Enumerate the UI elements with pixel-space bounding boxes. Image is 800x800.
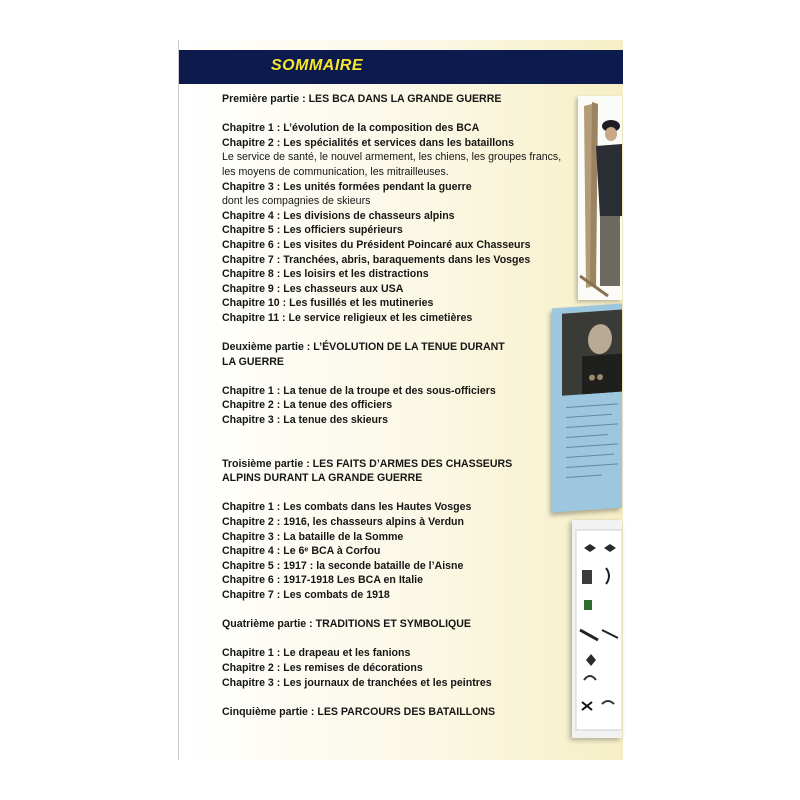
chapter-entry: Chapitre 4 : Les divisions de chasseurs alpins	[222, 209, 455, 222]
part-heading	[222, 92, 572, 107]
chapter-entry: Chapitre 6 : 1917-1918 Les BCA en Italie	[222, 574, 423, 587]
chapter-entry: Chapitre 2 : La tenue des officiers	[222, 399, 393, 412]
chapter-entry: Chapitre 11 : Le service religieux et les cimetières	[222, 311, 473, 324]
chapter-entry: Chapitre 2 : Les remises de décorations	[222, 661, 423, 674]
chapter-entry: Chapitre 3 : La tenue des skieurs	[222, 414, 389, 427]
chapter-detail: les moyens de communication, les mitrailleuses.	[222, 165, 449, 178]
chapter-entry: Chapitre 4 : Le 6ᵉ BCA à Corfou	[222, 545, 381, 558]
chapter-entry: Chapitre 1 : L’évolution de la composition des BCA	[222, 122, 480, 135]
chapter-entry: Chapitre 2 : Les spécialités et services dans les bataillons	[222, 136, 515, 149]
chapter-entry: Chapitre 5 : Les officiers supérieurs	[222, 224, 403, 237]
soldier-illustration	[578, 96, 622, 300]
chapter-entry: Chapitre 9 : Les chasseurs aux USA	[222, 282, 404, 295]
part-heading: Quatrième partie : TRADITIONS ET SYMBOLIQUE	[222, 618, 471, 631]
chapter-entry: Chapitre 5 : 1917 : la seconde bataille de l’Aisne	[222, 559, 464, 572]
title-banner	[179, 50, 623, 84]
page-title: SOMMAIRE	[271, 57, 363, 74]
part-heading: Troisième partie : LES FAITS D’ARMES DES CHASSEURS	[222, 457, 513, 470]
chapter-entry: Chapitre 3 : La bataille de la Somme	[222, 530, 404, 543]
chapter-detail: dont les compagnies de skieurs	[222, 195, 371, 208]
officer-portrait-photo	[552, 304, 622, 513]
insignia-illustration	[572, 520, 622, 738]
part-title: LES BCA DANS LA GRANDE GUERRE	[308, 93, 502, 105]
portrait-illustration	[552, 304, 622, 513]
chapter-entry: Chapitre 1 : Les combats dans les Hautes Vosges	[222, 501, 472, 514]
chapter-entry: Chapitre 3 : Les journaux de tranchées et les peintres	[222, 676, 492, 689]
chapter-entry: Chapitre 7 : Tranchées, abris, baraquements dans les Vosges	[222, 253, 531, 266]
table-of-contents	[222, 92, 572, 719]
chapter-entry: Chapitre 6 : Les visites du Président Poincaré aux Chasseurs	[222, 238, 531, 251]
part-heading: Deuxième partie : L’ÉVOLUTION DE LA TENUE DURANT	[222, 341, 505, 354]
chapter-entry: Chapitre 7 : Les combats de 1918	[222, 589, 390, 601]
part-heading-cont: LA GUERRE	[222, 355, 284, 368]
chapter-detail: Le service de santé, le nouvel armement, les chiens, les groupes francs,	[222, 151, 562, 164]
chapter-entry: Chapitre 8 : Les loisirs et les distractions	[222, 268, 429, 281]
chapter-entry: Chapitre 10 : Les fusillés et les mutineries	[222, 297, 434, 310]
soldier-skis-photo	[578, 96, 622, 300]
part-heading: Cinquième partie : LES PARCOURS DES BATAILLONS	[222, 705, 496, 718]
chapter-entry: Chapitre 3 : Les unités formées pendant la guerre	[222, 180, 472, 193]
chapter-entry: Chapitre 1 : La tenue de la troupe et des sous-officiers	[222, 384, 496, 397]
insignia-plate-photo	[572, 520, 622, 738]
chapter-entry: Chapitre 2 : 1916, les chasseurs alpins à Verdun	[222, 516, 465, 529]
chapter-entry: Chapitre 1 : Le drapeau et les fanions	[222, 647, 411, 660]
part-prefix: Première partie :	[222, 93, 309, 105]
part-heading-cont: ALPINS DURANT LA GRANDE GUERRE	[222, 472, 423, 485]
